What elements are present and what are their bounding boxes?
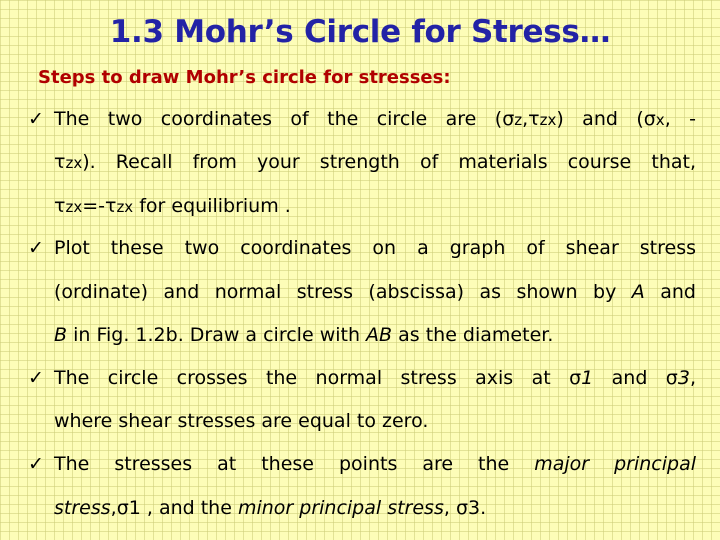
step4-line1: The stresses at these points are the major principal (54, 453, 696, 475)
step2-line2: (ordinate) and normal stress (abscissa) as shown by A and (54, 281, 696, 303)
step1-line3: τzx=-τzx for equilibrium . (54, 195, 291, 217)
checkmark-icon: ✓ (28, 453, 44, 475)
step2-line1: Plot these two coordinates on a graph of shear stress (54, 237, 696, 259)
checkmark-icon: ✓ (28, 367, 44, 389)
checkmark-icon: ✓ (28, 108, 44, 130)
step1-line2: τzx). Recall from your strength of materials course that, (54, 151, 696, 173)
section-heading: Steps to draw Mohr’s circle for stresses: (38, 67, 451, 88)
checkmark-icon: ✓ (28, 237, 44, 259)
page-title: 1.3 Mohr’s Circle for Stress… (109, 14, 611, 50)
step3-line1: The circle crosses the normal stress axis at σ1 and σ3, (54, 367, 696, 389)
step3-line2: where shear stresses are equal to zero. (54, 410, 429, 432)
step2-line3: B in Fig. 1.2b. Draw a circle with AB as the diameter. (54, 324, 554, 346)
step4-line2: stress,σ1 , and the minor principal stress, σ3. (54, 497, 487, 519)
step1-line1: The two coordinates of the circle are (σz,τzx) and (σx, - (54, 108, 696, 130)
